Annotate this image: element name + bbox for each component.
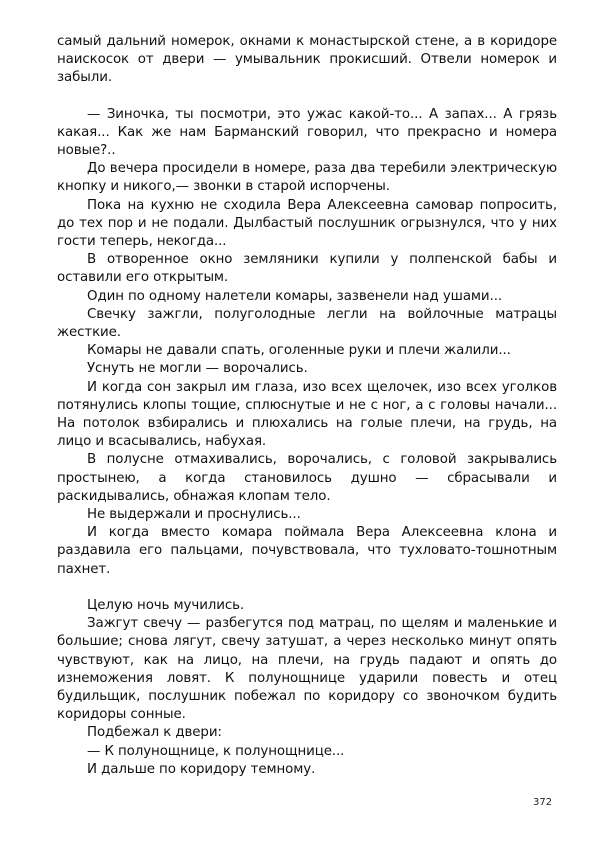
- paragraph: Уснуть не могли — ворочались.: [87, 361, 308, 377]
- paragraph: И когда вместо комара поймала Вера Алексеевна клона и раздавила его пальцами, почувствовала, что тухловато-тошнотным пахнет.: [57, 525, 557, 577]
- paragraph: До вечера просидели в номере, раза два теребили электрическую кнопку и никого,— звонки в старой испорчены.: [57, 161, 557, 195]
- paragraph: самый дальний номерок, окнами к монастырской стене, а в коридоре наискосок от двери — умывальник прокисший. Отвели номерок и забыли.: [57, 34, 557, 86]
- paragraph: Свечку зажгли, полуголодные легли на войлочные матрацы жесткие.: [57, 306, 557, 341]
- paragraph: Один по одному налетели комары, зазвенели над ушами...: [87, 288, 503, 304]
- page-number: 372: [533, 797, 553, 808]
- paragraph: Пока на кухню не сходила Вера Алексеевна самовар попросить, до тех пор и не подали. Дылбастый послушник огрызнулся, что у них гости теперь, некогда...: [57, 197, 557, 250]
- paragraph: И когда сон закрыл им глаза, изо всех щелочек, изо всех уголков потянулись клопы тощие, сплюснутые и не с ног, а с головы начали... На потолок взбирались и плюхались на голые плечи, на грудь, на лицо и всасывались, набухая.: [57, 379, 557, 450]
- paragraph: И дальше по коридору темному.: [87, 761, 316, 777]
- page-body: [57, 33, 557, 779]
- paragraph: В отворенное окно земляники купили у полпенской бабы и оставили его открытым.: [57, 252, 557, 286]
- paragraph: — Зиночка, ты посмотри, это ужас какой-то... А запах... А грязь какая... Как же нам Барманский говорил, что прекрасно и номера новые?..: [57, 106, 557, 159]
- paragraph: Зажгут свечу — разбегутся под матрац, по щелям и маленькие и большие; снова лягут, свечу затушат, а через несколько минут опять чувствуют, как на лицо, на плечи, на грудь падают и опять до изнеможения ловят. К полунощнице ударили повесть и отец будильщик, послушник побежал по коридору со звоночком будить коридоры сонные.: [57, 616, 557, 723]
- paragraph: Комары не давали спать, оголенные руки и плечи жалили...: [87, 343, 511, 359]
- paragraph: В полусне отмахивались, ворочались, с головой закрывались простынею, а когда становилось душно — сбрасывали и раскидывались, обнажая клопам тело.: [57, 452, 557, 504]
- paragraph: Не выдержали и проснулись...: [87, 507, 301, 523]
- paragraph: Целую ночь мучились.: [87, 597, 245, 613]
- paragraph: — К полунощнице, к полунощнице...: [87, 743, 345, 759]
- paragraph: Подбежал к двери:: [87, 725, 222, 741]
